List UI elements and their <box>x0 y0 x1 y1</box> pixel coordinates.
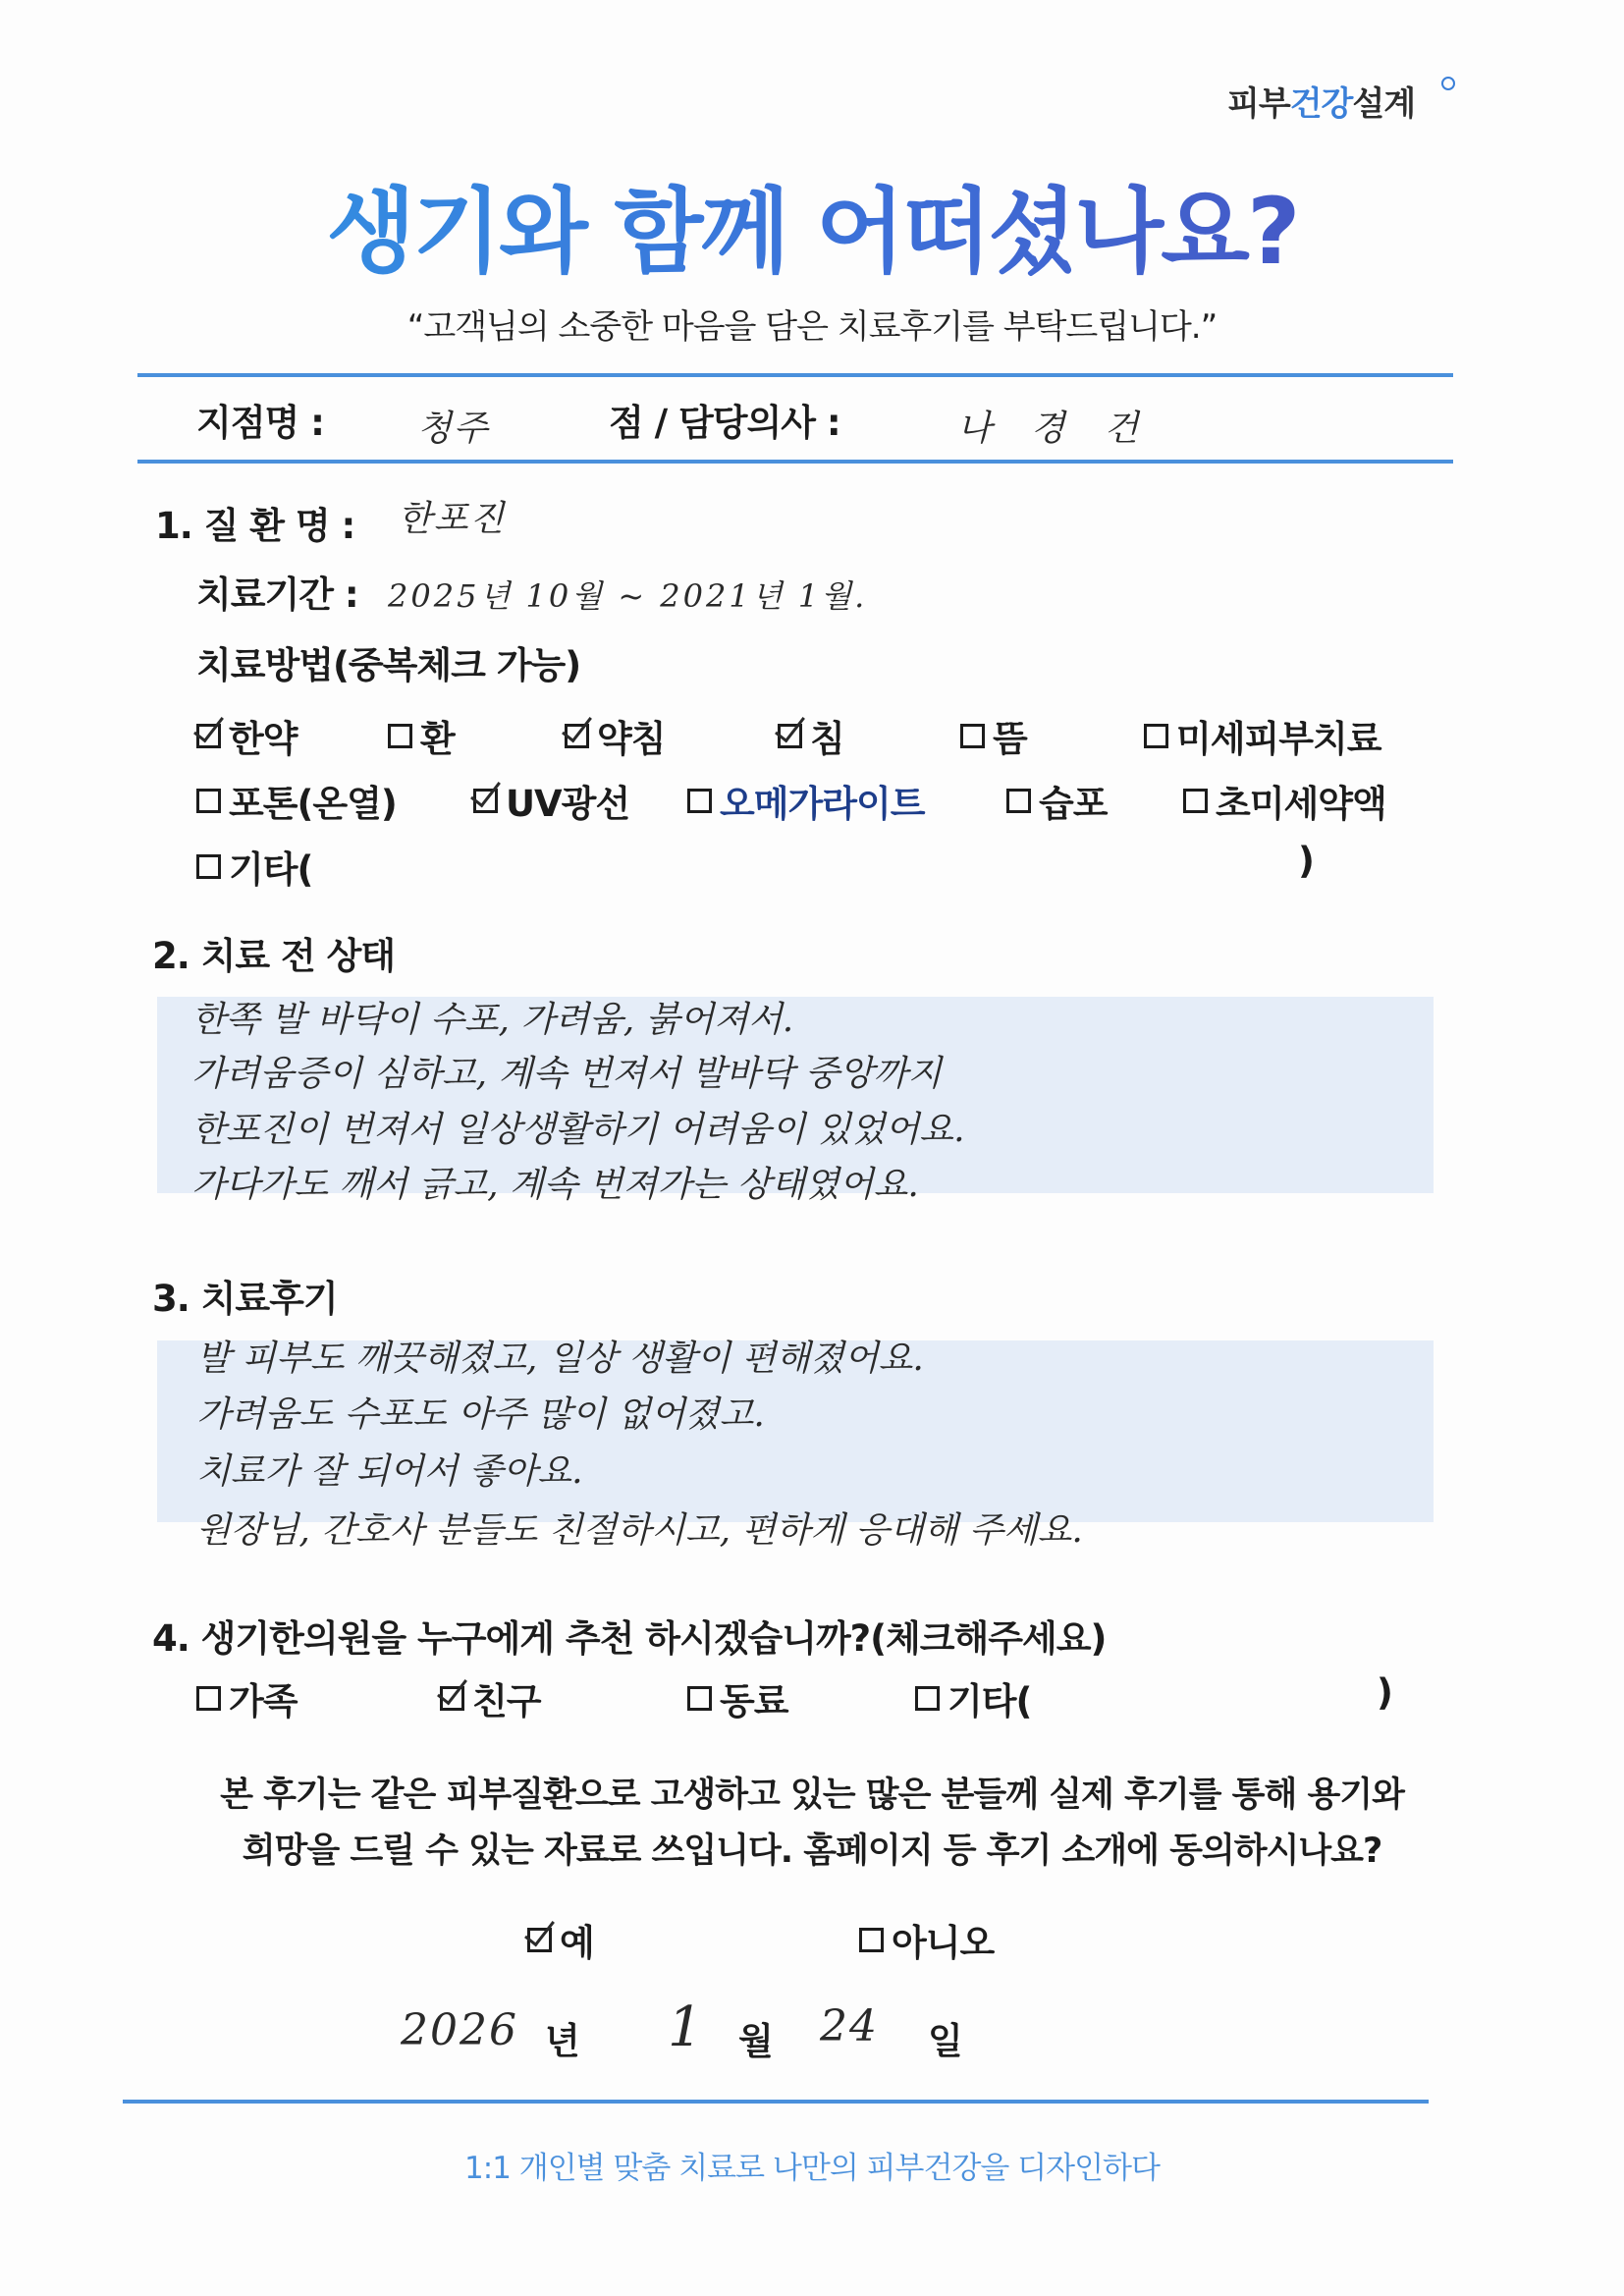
checkbox-icon[interactable] <box>1144 724 1168 748</box>
footer-divider <box>123 2100 1429 2104</box>
review-line-1: 발 피부도 깨끗해졌고, 일상 생활이 편해졌어요. <box>196 1339 924 1379</box>
consent-option-no[interactable]: 아니오 <box>859 1913 994 1966</box>
method-option-herbal[interactable]: 한약 <box>196 709 297 762</box>
section3-heading: 3. 치료후기 <box>152 1278 338 1320</box>
branch-label: 지점명 : <box>196 402 324 444</box>
method-option-photon[interactable]: 포톤(온열) <box>196 774 397 827</box>
review-line-2: 가려움도 수포도 아주 많이 없어졌고. <box>196 1394 765 1435</box>
method-option-pharmacopuncture[interactable]: 약침 <box>565 709 665 762</box>
before-line-2: 가려움증이 심하고, 계속 번져서 발바닥 중앙까지 <box>191 1054 943 1094</box>
brand-dot-icon <box>1441 77 1455 90</box>
checkbox-icon[interactable] <box>388 724 412 748</box>
date-year-label: 년 <box>545 2020 579 2062</box>
footer-slogan: 1:1 개인별 맞춤 치료로 나만의 피부건강을 디자인하다 <box>464 2151 1160 2186</box>
review-line-4: 원장님, 간호사 분들도 친절하시고, 편하게 응대해 주세요. <box>196 1510 1083 1551</box>
doctor-value[interactable]: 나경건 <box>957 409 1178 449</box>
page-title: 생기와 함께 어떠셨나요? <box>0 157 1624 290</box>
recommend-option-other[interactable]: 기타( <box>915 1671 1031 1724</box>
method-option-moxibustion[interactable]: 뜸 <box>960 709 1027 762</box>
checkbox-icon[interactable] <box>960 724 985 748</box>
method-option-micro-skin[interactable]: 미세피부치료 <box>1144 709 1380 762</box>
checkbox-icon[interactable] <box>196 789 221 813</box>
checkbox-icon[interactable] <box>440 1686 464 1711</box>
checkbox-icon[interactable] <box>687 1686 712 1711</box>
date-day-value[interactable]: 24 <box>820 2001 879 2051</box>
method-label: 치료방법(중복체크 가능) <box>196 644 581 686</box>
consent-text-line-2: 희망을 드릴 수 있는 자료로 쓰입니다. 홈페이지 등 후기 소개에 동의하시나요? <box>242 1831 1382 1871</box>
recommend-option-friend[interactable]: 친구 <box>440 1671 540 1724</box>
recommend-option-family[interactable]: 가족 <box>196 1671 297 1724</box>
page-subtitle: “고객님의 소중한 마음을 담은 치료후기를 부탁드립니다.” <box>406 307 1218 347</box>
recommend-option-colleague[interactable]: 동료 <box>687 1671 787 1724</box>
method-option-pill[interactable]: 환 <box>388 709 455 762</box>
date-year-value[interactable]: 2026 <box>401 2005 518 2055</box>
brand-logo: 피부건강설계 <box>1227 84 1416 124</box>
date-month-label: 월 <box>738 2020 773 2062</box>
date-month-value[interactable]: 1 <box>668 1995 705 2059</box>
checkbox-icon[interactable] <box>687 789 712 813</box>
doctor-label: 점 / 담당의사 : <box>609 402 840 444</box>
checkbox-icon[interactable] <box>859 1928 884 1952</box>
section4-heading: 4. 생기한의원을 누구에게 추천 하시겠습니까?(체크해주세요) <box>152 1617 1107 1660</box>
checkbox-icon[interactable] <box>1006 789 1031 813</box>
disease-label: 1. 질 환 명 : <box>155 505 355 547</box>
checkbox-icon[interactable] <box>196 854 221 879</box>
recommend-other-close-paren: ) <box>1377 1671 1392 1714</box>
consent-text-line-1: 본 후기는 같은 피부질환으로 고생하고 있는 많은 분들께 실제 후기를 통해 용기와 <box>220 1776 1404 1815</box>
checkbox-icon[interactable] <box>473 789 498 813</box>
review-line-3: 치료가 잘 되어서 좋아요. <box>196 1451 583 1492</box>
period-value[interactable]: 2025년 10월 ~ 2021년 1월. <box>388 577 868 615</box>
checkbox-icon[interactable] <box>1183 789 1208 813</box>
divider-bottom <box>137 460 1453 464</box>
consent-option-yes[interactable]: 예 <box>527 1913 594 1966</box>
before-line-1: 한쪽 발 바닥이 수포, 가려움, 붉어져서. <box>191 1000 794 1040</box>
checkbox-icon[interactable] <box>778 724 802 748</box>
before-line-3: 한포진이 번져서 일상생활하기 어려움이 있었어요. <box>191 1110 965 1150</box>
method-option-acupuncture[interactable]: 침 <box>778 709 844 762</box>
checkbox-icon[interactable] <box>527 1928 552 1952</box>
period-label: 치료기간 : <box>196 574 358 616</box>
method-option-omega-light[interactable]: 오메가라이트 <box>687 774 924 827</box>
method-option-other[interactable]: 기타( <box>196 840 312 893</box>
method-option-wet-pack[interactable]: 습포 <box>1006 774 1107 827</box>
disease-value[interactable]: 한포진 <box>398 499 507 539</box>
before-line-4: 가다가도 깨서 긁고, 계속 번져가는 상태였어요. <box>191 1165 919 1205</box>
method-other-close-paren: ) <box>1298 840 1314 882</box>
checkbox-icon[interactable] <box>196 724 221 748</box>
divider-top <box>137 373 1453 377</box>
checkbox-icon[interactable] <box>915 1686 940 1711</box>
method-option-ultrafine[interactable]: 초미세약액 <box>1183 774 1386 827</box>
branch-value[interactable]: 청주 <box>417 409 490 449</box>
checkbox-icon[interactable] <box>565 724 589 748</box>
section2-heading: 2. 치료 전 상태 <box>152 935 396 977</box>
checkbox-icon[interactable] <box>196 1686 221 1711</box>
method-option-uv[interactable]: UV광선 <box>473 774 629 827</box>
date-day-label: 일 <box>928 2020 962 2062</box>
